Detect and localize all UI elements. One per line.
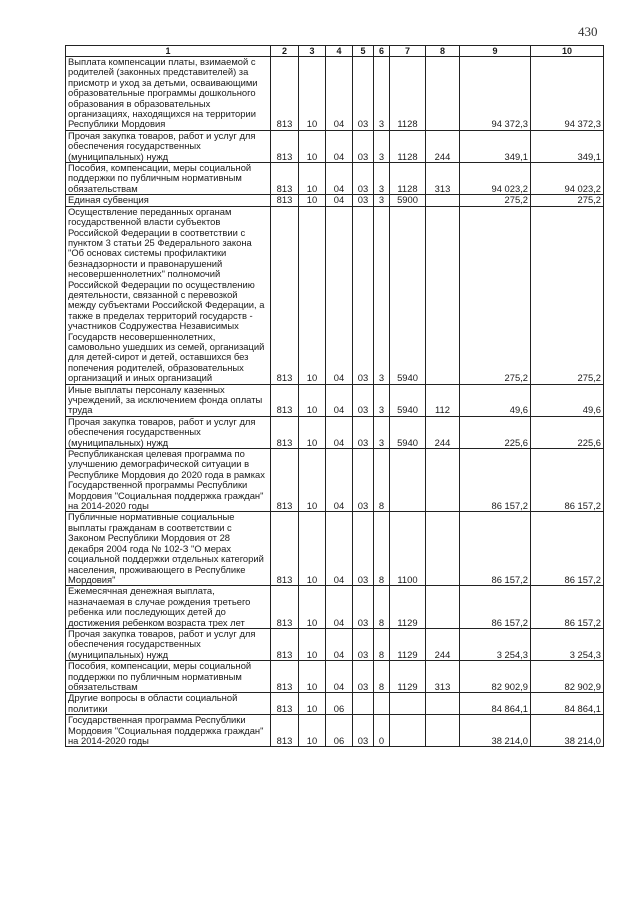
admin-code-cell: 813 [271,512,299,586]
table-row [66,512,604,586]
subprogram-cell: 8 [374,661,390,693]
column-header-5: 5 [353,46,374,57]
table-row [66,715,604,747]
admin-code-cell: 813 [271,384,299,416]
subprogram-cell: 3 [374,384,390,416]
amount-cell: 86 157,2 [460,449,531,512]
total-cell: 86 157,2 [531,586,604,629]
target-item-cell: 1129 [390,661,426,693]
program-cell: 03 [353,195,374,206]
subsection-cell: 06 [326,693,353,715]
table-row [66,586,604,629]
subsection-cell: 04 [326,449,353,512]
admin-code-cell: 813 [271,586,299,629]
expense-type-cell [426,512,460,586]
subprogram-cell: 0 [374,715,390,747]
column-header-10: 10 [531,46,604,57]
target-item-cell: 5900 [390,195,426,206]
section-cell: 10 [299,130,326,162]
section-cell: 10 [299,416,326,448]
subsection-cell: 04 [326,195,353,206]
target-item-cell: 1129 [390,628,426,660]
admin-code-cell: 813 [271,449,299,512]
subprogram-cell: 8 [374,586,390,629]
target-item-cell: 1128 [390,57,426,131]
program-cell: 03 [353,416,374,448]
target-item-cell: 5940 [390,416,426,448]
section-cell: 10 [299,449,326,512]
target-item-cell: 1129 [390,586,426,629]
admin-code-cell: 813 [271,57,299,131]
admin-code-cell: 813 [271,693,299,715]
item-name-cell: Осуществление переданных органам государственной власти субъектов Российской Федерации в соответствии с пунктом 3 статьи 25 Федерального закона "Об основах системы профилактики безнадзорности и правонарушений несовершеннолетних" полномочий Российской Федерации по осуществлению деятельности, связанной с перевозкой между субъектами Российской Федерации, а также в пределах территорий государств - участников Содружества Независимых Государств несовершеннолетних, самовольно ушедших из семей, организаций для детей-сирот и детей, оставшихся без попечения родителей, образовательных организаций и иных организаций [66,206,271,384]
total-cell: 82 902,9 [531,661,604,693]
expense-type-cell [426,206,460,384]
expense-type-cell: 244 [426,416,460,448]
section-cell: 10 [299,586,326,629]
subprogram-cell: 3 [374,130,390,162]
program-cell: 03 [353,715,374,747]
table-row [66,163,604,195]
subprogram-cell: 3 [374,57,390,131]
total-cell: 225,6 [531,416,604,448]
table-row [66,195,604,206]
subprogram-cell: 3 [374,416,390,448]
subprogram-cell: 3 [374,206,390,384]
target-item-cell [390,693,426,715]
item-name-cell: Иные выплаты персоналу казенных учреждений, за исключением фонда оплаты труда [66,384,271,416]
subsection-cell: 04 [326,586,353,629]
program-cell: 03 [353,512,374,586]
subsection-cell: 04 [326,163,353,195]
total-cell: 94 372,3 [531,57,604,131]
item-name-cell: Прочая закупка товаров, работ и услуг для обеспечения государственных (муниципальных) нужд [66,416,271,448]
table-row [66,661,604,693]
page-number: 430 [578,24,598,39]
admin-code-cell: 813 [271,163,299,195]
column-header-2: 2 [271,46,299,57]
amount-cell: 84 864,1 [460,693,531,715]
subsection-cell: 04 [326,57,353,131]
section-cell: 10 [299,628,326,660]
target-item-cell: 5940 [390,384,426,416]
target-item-cell: 1128 [390,163,426,195]
column-header-4: 4 [326,46,353,57]
amount-cell: 86 157,2 [460,512,531,586]
item-name-cell: Прочая закупка товаров, работ и услуг для обеспечения государственных (муниципальных) нужд [66,628,271,660]
subsection-cell: 04 [326,416,353,448]
column-header-3: 3 [299,46,326,57]
subprogram-cell [374,693,390,715]
admin-code-cell: 813 [271,416,299,448]
subprogram-cell: 8 [374,512,390,586]
header-row [66,46,604,57]
total-cell: 3 254,3 [531,628,604,660]
section-cell: 10 [299,195,326,206]
item-name-cell: Ежемесячная денежная выплата, назначаемая в случае рождения третьего ребенка или последующих детей до достижения ребенком возраста трех лет [66,586,271,629]
subprogram-cell: 8 [374,449,390,512]
target-item-cell: 5940 [390,206,426,384]
expense-type-cell: 244 [426,628,460,660]
total-cell: 349,1 [531,130,604,162]
amount-cell: 3 254,3 [460,628,531,660]
amount-cell: 275,2 [460,195,531,206]
admin-code-cell: 813 [271,628,299,660]
amount-cell: 86 157,2 [460,586,531,629]
program-cell: 03 [353,130,374,162]
program-cell: 03 [353,628,374,660]
section-cell: 10 [299,512,326,586]
amount-cell: 82 902,9 [460,661,531,693]
target-item-cell: 1100 [390,512,426,586]
column-header-6: 6 [374,46,390,57]
program-cell: 03 [353,163,374,195]
subsection-cell: 04 [326,130,353,162]
program-cell: 03 [353,449,374,512]
table-row [66,416,604,448]
section-cell: 10 [299,206,326,384]
amount-cell: 94 372,3 [460,57,531,131]
item-name-cell: Пособия, компенсации, меры социальной поддержки по публичным нормативным обязательствам [66,661,271,693]
item-name-cell: Другие вопросы в области социальной политики [66,693,271,715]
subsection-cell: 04 [326,512,353,586]
expense-type-cell: 313 [426,661,460,693]
expense-type-cell [426,693,460,715]
total-cell: 275,2 [531,195,604,206]
program-cell: 03 [353,206,374,384]
table-row [66,384,604,416]
column-header-8: 8 [426,46,460,57]
item-name-cell: Публичные нормативные социальные выплаты гражданам в соответствии с Законом Республики Мордовия от 28 декабря 2004 года № 102-З "О мерах социальной поддержки отдельных категорий населения, проживающего в Республике Мордовия" [66,512,271,586]
admin-code-cell: 813 [271,195,299,206]
subsection-cell: 06 [326,715,353,747]
subsection-cell: 04 [326,384,353,416]
section-cell: 10 [299,57,326,131]
section-cell: 10 [299,384,326,416]
admin-code-cell: 813 [271,715,299,747]
table-row [66,693,604,715]
amount-cell: 275,2 [460,206,531,384]
item-name-cell: Прочая закупка товаров, работ и услуг для обеспечения государственных (муниципальных) нужд [66,130,271,162]
item-name-cell: Пособия, компенсации, меры социальной поддержки по публичным нормативным обязательствам [66,163,271,195]
program-cell: 03 [353,57,374,131]
column-header-7: 7 [390,46,426,57]
subsection-cell: 04 [326,206,353,384]
table-row [66,57,604,131]
expense-type-cell: 313 [426,163,460,195]
amount-cell: 49,6 [460,384,531,416]
section-cell: 10 [299,715,326,747]
total-cell: 86 157,2 [531,512,604,586]
program-cell: 03 [353,661,374,693]
amount-cell: 94 023,2 [460,163,531,195]
subsection-cell: 04 [326,628,353,660]
table-row [66,449,604,512]
expense-type-cell [426,449,460,512]
admin-code-cell: 813 [271,661,299,693]
amount-cell: 38 214,0 [460,715,531,747]
total-cell: 94 023,2 [531,163,604,195]
column-header-9: 9 [460,46,531,57]
expense-type-cell [426,195,460,206]
total-cell: 275,2 [531,206,604,384]
subprogram-cell: 3 [374,195,390,206]
budget-table [65,45,604,747]
item-name-cell: Государственная программа Республики Мордовия "Социальная поддержка граждан" на 2014-2020 годы [66,715,271,747]
target-item-cell [390,449,426,512]
table-body [66,57,604,747]
admin-code-cell: 813 [271,130,299,162]
program-cell: 03 [353,586,374,629]
subprogram-cell: 3 [374,163,390,195]
admin-code-cell: 813 [271,206,299,384]
expense-type-cell: 244 [426,130,460,162]
target-item-cell: 1128 [390,130,426,162]
section-cell: 10 [299,661,326,693]
item-name-cell: Республиканская целевая программа по улучшению демографической ситуации в Республике Мордовия до 2020 года в рамках Государственной программы Республики Мордовия "Социальная поддержка граждан" на 2014-2020 годы [66,449,271,512]
section-cell: 10 [299,693,326,715]
total-cell: 86 157,2 [531,449,604,512]
program-cell: 03 [353,384,374,416]
table-row [66,130,604,162]
item-name-cell: Единая субвенция [66,195,271,206]
section-cell: 10 [299,163,326,195]
column-header-1: 1 [66,46,271,57]
subprogram-cell: 8 [374,628,390,660]
total-cell: 38 214,0 [531,715,604,747]
amount-cell: 349,1 [460,130,531,162]
item-name-cell: Выплата компенсации платы, взимаемой с родителей (законных представителей) за присмотр и уход за детьми, осваивающими образовательные программы дошкольного образования в образовательных организациях, находящихся на территории Республики Мордовия [66,57,271,131]
subsection-cell: 04 [326,661,353,693]
target-item-cell [390,715,426,747]
table-row [66,206,604,384]
total-cell: 84 864,1 [531,693,604,715]
expense-type-cell [426,57,460,131]
expense-type-cell: 112 [426,384,460,416]
expense-type-cell [426,586,460,629]
amount-cell: 225,6 [460,416,531,448]
program-cell [353,693,374,715]
table-row [66,628,604,660]
expense-type-cell [426,715,460,747]
total-cell: 49,6 [531,384,604,416]
